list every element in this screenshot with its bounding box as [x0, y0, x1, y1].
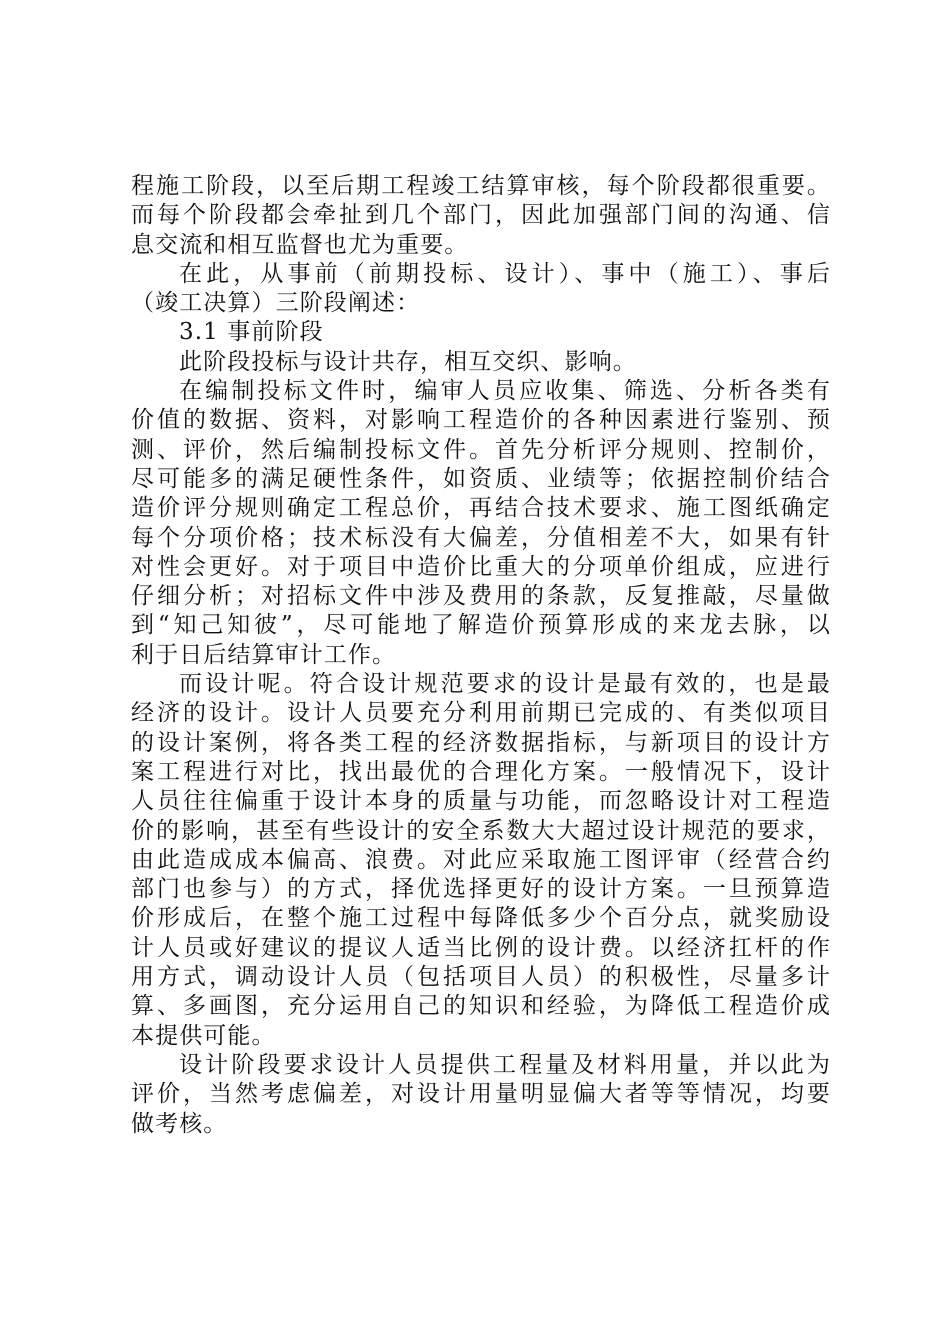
text-line: 人员往往偏重于设计本身的质量与功能，而忽略设计对工程造: [131, 788, 831, 815]
text-line: 部门也参与）的方式，择优选择更好的设计方案。一旦预算造: [131, 876, 831, 903]
document-body: [131, 172, 831, 1139]
text-line: 价值的数据、资料，对影响工程造价的各种因素进行鉴别、预: [131, 407, 831, 434]
text-line: 做考核。: [131, 1110, 228, 1137]
paragraph-start-line: 而设计呢。符合设计规范要求的设计是最有效的，也是最: [179, 671, 831, 698]
text-line: 经济的设计。设计人员要充分利用前期已完成的、有类似项目: [131, 700, 831, 727]
text-line: 而每个阶段都会牵扯到几个部门，因此加强部门间的沟通、信: [131, 202, 831, 229]
text-line: 造价评分规则确定工程总价，再结合技术要求、施工图纸确定: [131, 495, 831, 522]
text-line: 由此造成成本偏高、浪费。对此应采取施工图评审（经营合约: [131, 846, 831, 873]
text-line: 每个分项价格；技术标没有大偏差，分值相差不大，如果有针: [131, 524, 831, 551]
text-line: 息交流和相互监督也尤为重要。: [131, 231, 469, 258]
text-line: 程施工阶段，以至后期工程竣工结算审核，每个阶段都很重要。: [131, 173, 831, 199]
text-line: 算、多画图，充分运用自己的知识和经验，为降低工程造价成: [131, 993, 831, 1020]
text-line: 测、评价，然后编制投标文件。首先分析评分规则、控制价，: [131, 436, 831, 463]
paragraph-start-line: 此阶段投标与设计共存，相互交织、影响。: [179, 348, 637, 375]
text-line: 本提供可能。: [131, 1022, 276, 1049]
text-line: 对性会更好。对于项目中造价比重大的分项单价组成，应进行: [131, 553, 831, 580]
text-line: 案工程进行对比，找出最优的合理化方案。一般情况下，设计: [131, 758, 831, 785]
text-line: 用方式，调动设计人员（包括项目人员）的积极性，尽量多计: [131, 964, 831, 991]
text-line: 价的影响，甚至有些设计的安全系数大大超过设计规范的要求，: [131, 817, 831, 844]
text-line: 评价，当然考虑偏差，对设计用量明显偏大者等等情况，均要: [131, 1081, 831, 1108]
text-line: 利于日后结算审计工作。: [131, 641, 397, 668]
text-line: 计人员或好建议的提议人适当比例的设计费。以经济扛杆的作: [131, 934, 831, 961]
paragraph-start-line: 在编制投标文件时，编审人员应收集、筛选、分析各类有: [179, 378, 831, 405]
paragraph-start-line: 在此，从事前（前期投标、设计）、事中（施工）、事后: [179, 260, 831, 287]
text-line: 价形成后，在整个施工过程中每降低多少个百分点，就奖励设: [131, 905, 831, 932]
text-line: （竣工决算）三阶段阐述：: [131, 290, 421, 317]
section-heading: 3.1 事前阶段: [179, 319, 324, 346]
text-line: 到“知己知彼”，尽可能地了解造价预算形成的来龙去脉，以: [131, 612, 831, 639]
text-line: 的设计案例，将各类工程的经济数据指标，与新项目的设计方: [131, 729, 831, 756]
text-line: 尽可能多的满足硬性条件，如资质、业绩等；依据控制价结合: [131, 465, 831, 492]
text-line: 仔细分析；对招标文件中涉及费用的条款，反复推敲，尽量做: [131, 583, 831, 610]
paragraph-start-line: 设计阶段要求设计人员提供工程量及材料用量，并以此为: [179, 1051, 831, 1078]
